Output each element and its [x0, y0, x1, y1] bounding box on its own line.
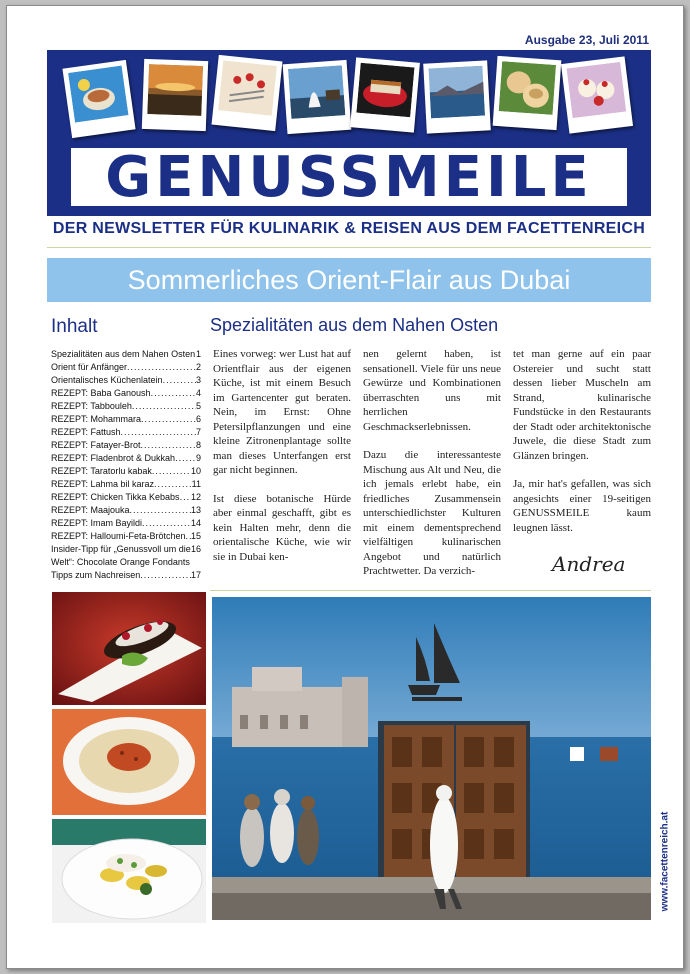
toc-item-title: REZEPT: Lahma bil karaz	[51, 479, 155, 489]
divider	[47, 247, 651, 248]
polaroid-photo	[283, 60, 352, 134]
toc-item-title: REZEPT: Fattush	[51, 427, 121, 437]
toc-item-page: 16	[190, 544, 201, 554]
polaroid-photo	[212, 55, 283, 131]
food-photo-zucchini	[52, 819, 206, 923]
toc-item-page: 13	[190, 505, 201, 515]
toc-leader-dots	[163, 374, 196, 387]
toc-item[interactable]	[51, 465, 201, 478]
toc-leader-dots	[121, 426, 196, 439]
toc-item-page: 8	[195, 440, 201, 450]
toc-item-page: 17	[190, 570, 201, 580]
newsletter-page	[6, 5, 684, 969]
toc-leader-dots	[152, 465, 191, 478]
toc-item-title: REZEPT: Tabbouleh	[51, 401, 132, 411]
toc-item[interactable]	[51, 426, 201, 439]
toc-leader-dots	[132, 400, 196, 413]
toc-item-title: Tipps zum Nachreisen	[51, 570, 141, 580]
signature: Andrea	[552, 552, 626, 576]
website-url-vertical	[656, 806, 672, 924]
toc-item-title: REZEPT: Taratorlu kabak	[51, 466, 152, 476]
toc-item[interactable]	[51, 491, 201, 504]
toc-item-page: 3	[195, 375, 201, 385]
toc-item[interactable]	[51, 387, 201, 400]
toc-item-page: 15	[190, 531, 201, 541]
divider	[210, 590, 651, 591]
polaroid-photo	[350, 57, 420, 132]
toc-item[interactable]	[51, 452, 201, 465]
toc-item-title: REZEPT: Baba Ganoush	[51, 388, 151, 398]
toc-leader-dots	[180, 491, 191, 504]
toc-heading: Inhalt	[51, 316, 98, 337]
toc-item-title: REZEPT: Chicken Tikka Kebabs	[51, 492, 180, 502]
article-heading: Spezialitäten aus dem Nahen Osten	[210, 315, 499, 335]
toc-item[interactable]	[51, 530, 201, 543]
toc-leader-dots	[175, 452, 196, 465]
paragraph: nen gelernt haben, ist sensationell. Viele für uns neue Gewürze und Kombinationen überraschten uns mit herrlichen Geschmackserlebnissen.	[363, 348, 501, 433]
toc-item-page: 2	[195, 362, 201, 372]
toc-leader-dots	[130, 504, 191, 517]
toc-item-title: Insider-Tipp für „Genussvoll um die Welt“: Chocolate Orange Fondants	[51, 544, 191, 567]
toc-item[interactable]	[51, 478, 201, 491]
toc-item-page: 11	[191, 479, 201, 489]
toc-leader-dots	[142, 517, 191, 530]
polaroid-photo	[142, 59, 208, 131]
paragraph: Eines vorweg: wer Lust hat auf Orientflair aus der eigenen Küche, ist mit einem Besuch im Gartencenter gut beraten. Nein, im Ernst: Ohne Petersilpflanzungen und eine kleine Zitronenplantage sollte man dieses Unterfangen erst gar nicht beginnen.	[213, 348, 351, 476]
toc-leader-dots	[141, 439, 196, 452]
toc-item[interactable]	[51, 361, 201, 374]
toc-item[interactable]	[51, 569, 201, 582]
polaroid-photo	[561, 56, 633, 133]
toc-item-title: Spezialitäten aus dem Nahen Osten	[51, 349, 196, 359]
toc-item-page: 6	[195, 414, 201, 424]
toc-item-title: Orientalisches Küchenlatein	[51, 375, 163, 385]
toc-list	[51, 348, 201, 582]
website-url: www.facettenreich.at	[659, 811, 671, 912]
polaroid-photo	[423, 60, 491, 133]
toc-item-title: REZEPT: Fladenbrot & Dukkah	[51, 453, 176, 463]
toc-item[interactable]	[51, 504, 201, 517]
toc-item-page: 4	[195, 388, 201, 398]
toc-item-title: REZEPT: Halloumi-Feta-Brötchen	[51, 531, 186, 541]
title-box	[71, 145, 627, 210]
newsletter-title: GENUSSMEILE	[105, 145, 593, 210]
toc-leader-dots	[151, 387, 196, 400]
toc-item-page: 10	[190, 466, 201, 476]
toc-item[interactable]	[51, 439, 201, 452]
toc-item[interactable]	[51, 543, 201, 569]
toc-item[interactable]	[51, 517, 201, 530]
masthead	[47, 50, 651, 216]
paragraph: tet man gerne auf ein paar Ostereier und sucht statt dessen lieber Muscheln am Strand, kulinarische Fundstücke in den Restaurants der Stadt oder architektonische Juwele, die diese Stadt zum Glänzen bringen.	[513, 348, 651, 462]
toc-leader-dots	[154, 478, 192, 491]
toc-item-title: Orient für Anfänger	[51, 362, 128, 372]
food-photo-eggplant	[52, 592, 206, 705]
newsletter-subtitle: DER NEWSLETTER FÜR KULINARIK & REISEN AUS DEM FACETTENREICH	[52, 220, 646, 237]
toc-item-page: 12	[190, 492, 201, 502]
toc-item[interactable]	[51, 374, 201, 387]
toc-item-title: REZEPT: Mohammara	[51, 414, 142, 424]
toc-item[interactable]	[51, 413, 201, 426]
toc-leader-dots	[141, 413, 196, 426]
toc-leader-dots	[127, 361, 196, 374]
toc-item-title: REZEPT: Fatayer-Brot	[51, 440, 141, 450]
dubai-photo	[212, 597, 651, 920]
paragraph: Dazu die interessanteste Mischung aus Alt und Neu, die ich jemals erlebt habe, ein friedliches Zusammensein unterschiedlichster Kulturen mit einem dementsprechend vielfältigen kulinarischen Angebot und natürlich Prachtwetter. Da verzich-	[363, 449, 501, 577]
article-column-3	[513, 347, 651, 535]
toc-item-title: REZEPT: Imam Bayildi	[51, 518, 143, 528]
toc-item-page: 5	[195, 401, 201, 411]
paragraph: Ja, mir hat's gefallen, was sich angesichts einer 19-seitigen GENUSSMEILE kaum leugnen lässt.	[513, 478, 651, 534]
food-photo-hummus	[52, 709, 206, 815]
headline-text: Sommerliches Orient-Flair aus Dubai	[127, 265, 571, 295]
headline-banner	[47, 258, 651, 302]
toc-leader-dots	[140, 569, 191, 582]
article-column-1	[213, 347, 351, 564]
article-column-2	[363, 347, 501, 579]
toc-item-page: 9	[195, 453, 201, 463]
issue-label: Ausgabe 23, Juli 2011	[524, 33, 649, 47]
polaroid-photo	[62, 60, 135, 138]
toc-item[interactable]	[51, 400, 201, 413]
polaroid-photo	[493, 56, 562, 130]
toc-item-page: 7	[195, 427, 201, 437]
toc-item[interactable]	[51, 348, 201, 361]
toc-item-title: REZEPT: Maajouka	[51, 505, 130, 515]
paragraph: Ist diese botanische Hürde aber einmal geschafft, gibt es kein Halten mehr, denn die orientalische Küche, wie wir sie in Dubai ken-	[213, 492, 351, 563]
toc-item-page: 14	[190, 518, 201, 528]
toc-item-page: 1	[195, 349, 201, 359]
